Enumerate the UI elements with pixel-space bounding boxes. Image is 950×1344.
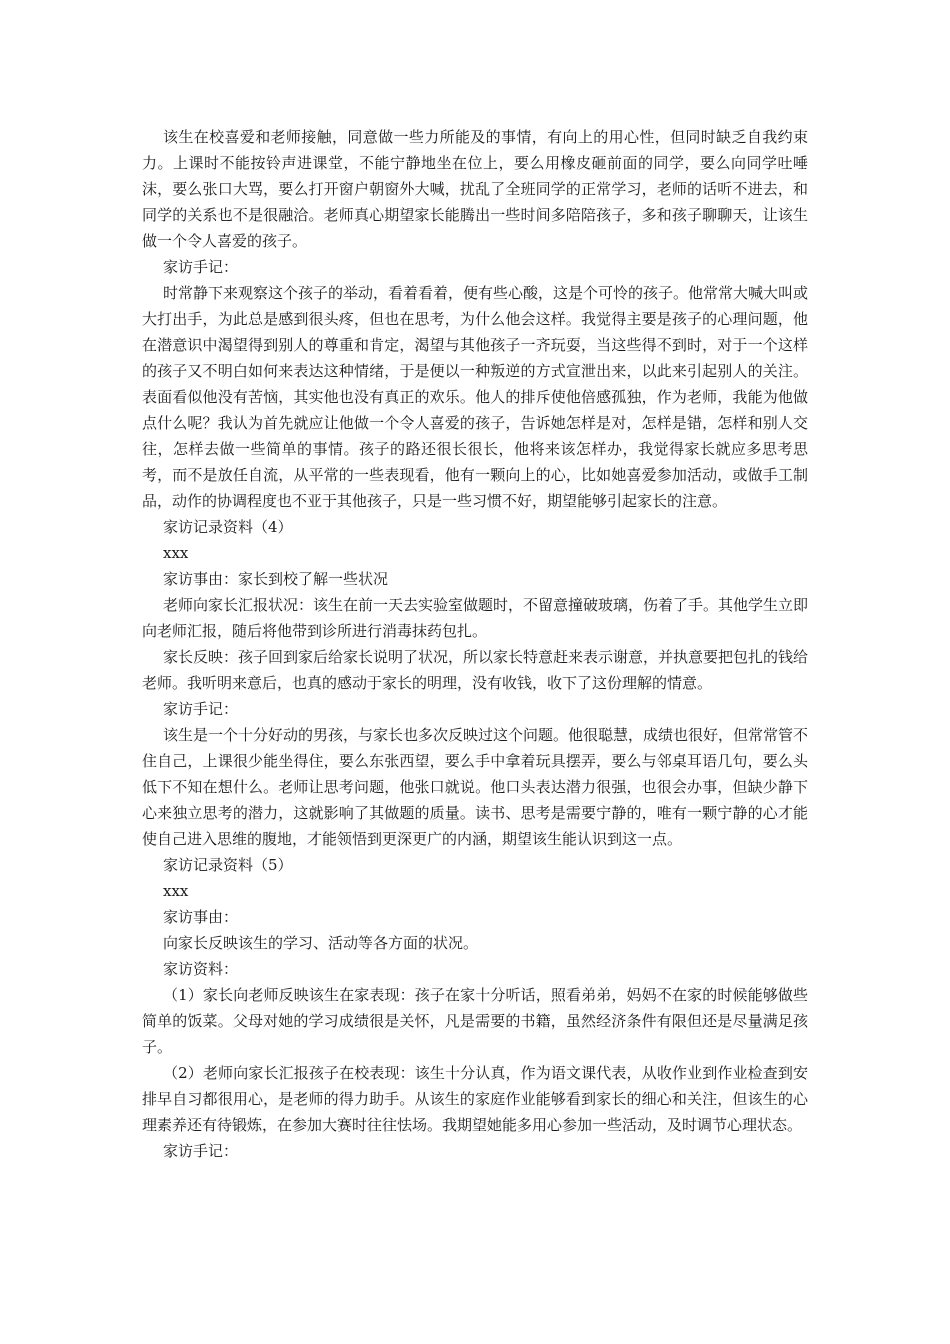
document-page [142, 124, 808, 1164]
heading-record-4: 家访记录资料（4） [163, 518, 293, 536]
record-4-teacher-report: 老师向家长汇报状况：该生在前一天去实验室做题时，不留意撞破玻璃，伤着了手。其他学生立即向老师汇报，随后将他带到诊所进行消毒抹药包扎。 [142, 596, 809, 640]
heading-visit-notes: 家访手记： [163, 258, 239, 276]
record-5-material-label: 家访资料： [163, 960, 239, 978]
record-5-reason-label: 家访事由： [163, 908, 239, 926]
record-4-parent-feedback: 家长反映：孩子回到家后给家长说明了状况，所以家长特意赶来表示谢意，并执意要把包扎的钱给老师。我听明来意后，也真的感动于家长的明理，没有收钱，收下了这份理解的情意。 [142, 648, 809, 692]
heading-visit-notes-4: 家访手记： [163, 700, 239, 718]
record-5-item-2: （2）老师向家长汇报孩子在校表现：该生十分认真，作为语文课代表，从收作业到作业检查到安排早自习都很用心，是老师的得力助手。从该生的家庭作业能够看到家长的细心和关注，但该生的心理素养还有待锻炼，在参加大赛时往往怯场。我期望她能多用心参加一些活动，及时调节心理状态。 [142, 1064, 808, 1134]
heading-record-5: 家访记录资料（5） [163, 856, 293, 874]
record-4-reason: 家访事由：家长到校了解一些状况 [163, 570, 389, 588]
record-5-reason-body: 向家长反映该生的学习、活动等各方面的状况。 [163, 934, 479, 952]
paragraph-intro: 该生在校喜爱和老师接触，同意做一些力所能及的事情，有向上的用心性，但同时缺乏自我约束力。上课时不能按铃声进课堂，不能宁静地坐在位上，要么用橡皮砸前面的同学，要么向同学吐唾沫，要么张口大骂，要么打开窗户朝窗外大喊，扰乱了全班同学的正常学习，老师的话听不进去，和同学的关系也不是很融洽。老师真心期望家长能腾出一些时间多陪陪孩子，多和孩子聊聊天，让该生做一个令人喜爱的孩子。 [142, 128, 808, 250]
record-5-item-1: （1）家长向老师反映该生在家表现：孩子在家十分听话，照看弟弟，妈妈不在家的时候能够做些简单的饭菜。父母对她的学习成绩很是关怀，凡是需要的书籍，虽然经济条件有限但还是尽量满足孩子。 [142, 986, 808, 1056]
paragraph-notes-body: 时常静下来观察这个孩子的举动，看着看着，便有些心酸，这是个可怜的孩子。他常常大喊大叫或大打出手，为此总是感到很头疼，但也在思考，为什么他会这样。我觉得主要是孩子的心理问题，他在潜意识中渴望得到别人的尊重和肯定，渴望与其他孩子一齐玩耍，当这些得不到时，对于一个这样的孩子又不明白如何来表达这种情绪，于是便以一种叛逆的方式宣泄出来，以此来引起别人的关注。表面看似他没有苦恼，其实他也没有真正的欢乐。他人的排斥使他倍感孤独，作为老师，我能为他做点什么呢？我认为首先就应让他做一个令人喜爱的孩子，告诉她怎样是对，怎样是错，怎样和别人交往，怎样去做一些简单的事情。孩子的路还很长很长，他将来该怎样办，我觉得家长就应多思考思考，而不是放任自流，从平常的一些表现看，他有一颗向上的心，比如她喜爱参加活动，或做手工制品，动作的协调程度也不亚于其他孩子，只是一些习惯不好，期望能够引起家长的注意。 [142, 284, 809, 510]
record-4-notes-body: 该生是一个十分好动的男孩，与家长也多次反映过这个问题。他很聪慧，成绩也很好，但常常管不住自己，上课很少能坐得住，要么东张西望，要么手中拿着玩具摆弄，要么与邻桌耳语几句，要么头低下不知在想什么。老师让思考问题，他张口就说。他口头表达潜力很强，也很会办事，但缺少静下心来独立思考的潜力，这就影响了其做题的质量。读书、思考是需要宁静的，唯有一颗宁静的心才能使自己进入思维的腹地，才能领悟到更深更广的内涵，期望该生能认识到这一点。 [142, 726, 809, 848]
record-4-name: xxx [163, 544, 189, 562]
record-5-name: xxx [163, 882, 189, 900]
heading-visit-notes-5: 家访手记： [163, 1142, 239, 1160]
